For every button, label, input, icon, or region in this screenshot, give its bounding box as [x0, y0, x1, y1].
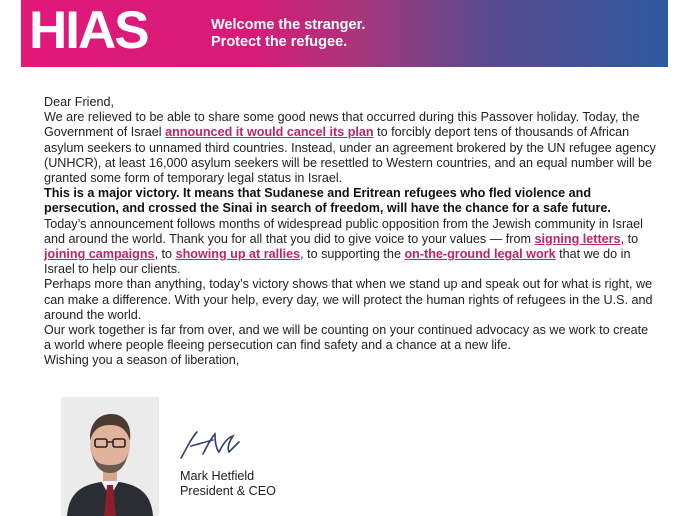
p3-sep-3: , to supporting the	[300, 247, 405, 262]
p3-text-b: that we do in Israel to help our clients.	[44, 247, 631, 277]
signer-title: President & CEO	[180, 484, 276, 498]
tagline-line-2: Protect the refugee.	[211, 34, 348, 50]
paragraph-victory-shows: Perhaps more than anything, today’s victory shows that when we stand up and speak out for what is right, we can make a difference. With your help, every day, we will protect the human rights of refugees in the U.S. and around the world.	[44, 277, 653, 322]
paragraph-work-together: Our work together is far from over, and we will be counting on your continued advocacy as we work to create a world where people fleeing persecution can find safety and a chance at a new life.	[44, 323, 649, 353]
ceo-portrait	[61, 397, 159, 516]
signature-image	[177, 428, 241, 462]
signer-block	[180, 469, 276, 499]
hias-logo[interactable]: HIAS	[29, 1, 148, 60]
p1-text-b: to forcibly deport tens of thousands of African asylum seekers to unnamed third countries. Instead, under an agreement brokered by the UN refugee agency (UNHCR), at least 16,000 asylum seekers will be resettled to Western countries, and an equal number will be granted some form of temporary legal status in Israel.	[44, 125, 656, 186]
portrait-illustration	[61, 397, 159, 516]
tagline-line-1: Welcome the stranger.	[211, 17, 366, 33]
letter-body	[44, 95, 656, 369]
hias-header-banner[interactable]	[21, 0, 668, 67]
signing-letters-link[interactable]: signing letters	[534, 231, 621, 246]
legal-work-link[interactable]: on-the-ground legal work	[404, 247, 556, 262]
p1-text-a: We are relieved to be able to share some good news that occurred during this Passover holiday. Today, the Government of Israel	[44, 110, 640, 140]
joining-campaigns-link[interactable]: joining campaigns	[44, 247, 155, 262]
showing-up-rallies-link[interactable]: showing up at rallies	[175, 247, 301, 262]
paragraph-major-victory: This is a major victory. It means that Sudanese and Eritrean refugees who fled violence and persecution, and crossed the Sinai in search of freedom, will have the chance for a safe future.	[44, 186, 611, 216]
p3-sep-2: , to	[154, 247, 176, 262]
closing: Wishing you a season of liberation,	[44, 353, 240, 368]
paragraph-thanks	[44, 217, 656, 278]
greeting: Dear Friend,	[44, 95, 114, 109]
p3-sep-1: , to	[620, 231, 639, 246]
signer-name: Mark Hetfield	[180, 469, 255, 483]
tagline	[211, 17, 365, 51]
paragraph-good-news	[44, 110, 656, 186]
announced-cancel-plan-link[interactable]: announced it would cancel its plan	[165, 125, 374, 140]
p3-text-a: Today’s announcement follows months of widespread public opposition from the Jewish community in Israel and around the world. Thank you for all that you did to give voice to your values — from	[44, 216, 643, 246]
